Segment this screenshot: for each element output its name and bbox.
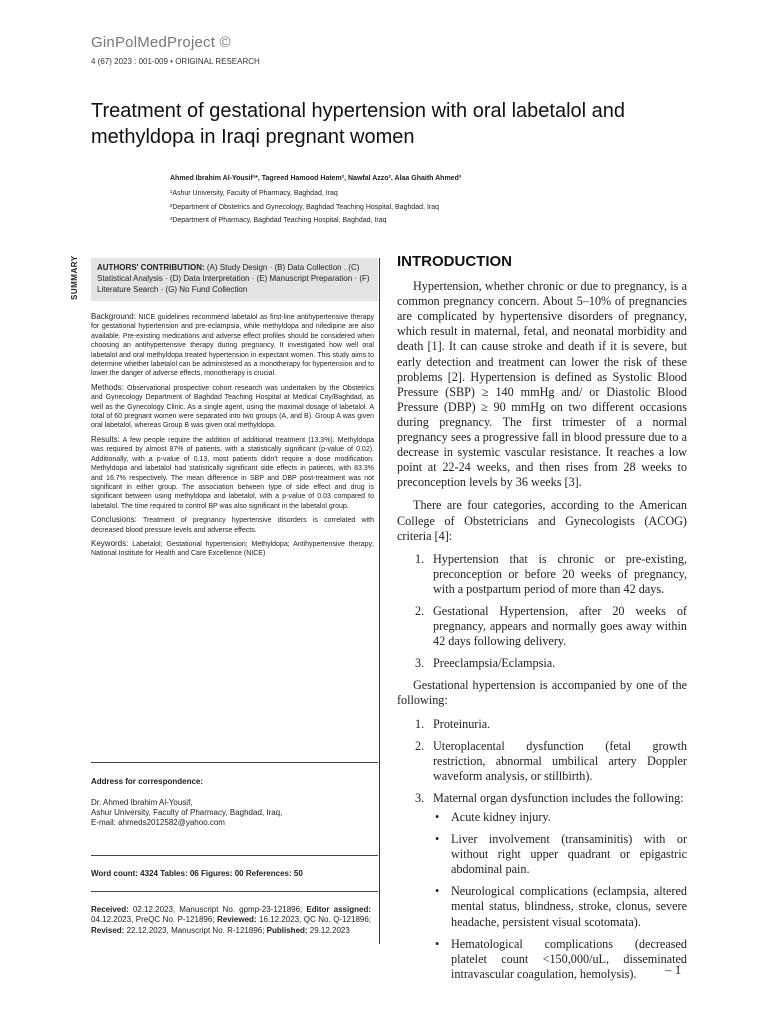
bullet-icon: • xyxy=(435,884,440,899)
list-item: 3. Preeclampsia/Eclampsia. xyxy=(415,656,556,671)
article-title: Treatment of gestational hypertension with oral labetalol and methyldopa in Iraqi pregnant women xyxy=(91,100,626,148)
background-label: Background: xyxy=(91,312,136,321)
organ-dysfunction-list xyxy=(433,810,687,982)
date-label: Revised: xyxy=(91,925,125,935)
divider xyxy=(91,891,378,892)
abstract xyxy=(91,312,374,563)
column-divider xyxy=(379,258,380,944)
correspondence-title: Address for correspondence: xyxy=(91,777,204,786)
paragraph: Hypertension, whether chronic or due to pregnancy, is a common pregnancy concern. About 5–10% of pregnancies are complicated by hypertensive disorders of pregnancy, which result in maternal, fetal, and neonatal morbidity and death [1]. It can cause stroke and death if it is severe, but early detection and treatment can lower the risk of these problems [2]. Hypertension is defined as Systolic Blood Pressure (SBP) ≥ 140 mmHg and/ or Diastolic Blood Pressure (DBP) ≥ 90 mmHg on two different occasions during pregnancy. The first trimester of a normal pregnancy sees a progressive fall in blood pressure due to a decrease in systemic vascular resistance. It reaches a low point at 22-24 weeks, and then rises from 28 weeks to preconception levels by 36 weeks [3]. xyxy=(397,279,687,490)
date-label: Published: xyxy=(266,925,308,935)
introduction-section xyxy=(397,254,687,989)
background-text: NICE guidelines recommend labetalol as first-line antihypertensive therapy for gestational hypertension and pre-eclampsia, while methyldopa and nifedipine are also available. Pre-existing medications and adverse effect profiles should be considered when choosing an antihypertensive therapy during pregnancy. It investigated how well oral labetalol and oral methyldopa treated hypertension in expectant women. This study aims to determine whether labetalol can be administered as a monotherapy for hypertension and to lower the danger of adverse effects, monotherapy is crucial. xyxy=(91,314,374,378)
date-text: 29.12.2023 xyxy=(307,925,350,935)
date-label: Editor assigned: xyxy=(306,905,371,914)
abstract-methods xyxy=(91,383,374,431)
bullet-icon: • xyxy=(435,810,440,824)
list-item: 1. Hypertension that is chronic or pre-existing, preconception or before 20 weeks of pregnancy, with a postpartum period of more than 42 days. xyxy=(415,551,687,596)
date-text: 16.12.2023, QC No. Q-121896; xyxy=(256,915,372,925)
abstract-conclusions xyxy=(91,515,374,535)
divider xyxy=(91,762,378,763)
abstract-background xyxy=(91,312,374,379)
date-text: 22.12.2023, Manuscript No. R-121896; xyxy=(124,925,267,935)
correspondence-line: Dr. Ahmed Ibrahim Al-Yousif, xyxy=(91,798,193,807)
list-item: 1. Proteinuria. xyxy=(415,716,491,731)
conclusions-label: Conclusions: xyxy=(91,515,137,525)
section-heading: INTRODUCTION xyxy=(397,253,512,270)
divider xyxy=(91,855,378,856)
correspondence-address xyxy=(91,798,282,828)
list-item: 3. Maternal organ dysfunction includes the following: • Acute kidney injury. • Liver involvement (transaminitis) with or without right upper quadrant or epigastric abdominal pain. • Neurological complications (eclampsia, altered mental status, blindness, stroke, clonus, severe headache, persistent visual scotomata). • Hematological complications (decreased platelet count <150,000/uL, disseminated intravascular coagulation, hemolysis). xyxy=(415,790,687,981)
results-label: Results: xyxy=(91,434,120,444)
keywords-label: Keywords: xyxy=(91,538,129,548)
affiliation: ³Department of Pharmacy, Baghdad Teaching Hospital, Baghdad, Iraq xyxy=(170,217,387,224)
conclusions-text: Treatment of pregnancy hypertensive disorders is correlated with decreased blood pressure levels and adverse effects. xyxy=(91,517,374,534)
affiliation: ¹Ashur University, Faculty of Pharmacy, Baghdad, Iraq xyxy=(170,190,338,197)
author-list: Ahmed Ibrahim Al-Yousif¹*, Tagreed Hamood Hatem², Nawfal Azzo², Alaa Ghaith Ahmed³ xyxy=(170,175,462,182)
bullet-item: • Liver involvement (transaminitis) with or without right upper quadrant or epigastric abdominal pain. xyxy=(435,832,687,877)
word-count: Word count: 4324 Tables: 06 Figures: 00 References: 50 xyxy=(91,869,303,878)
journal-name: GinPolMedProject © xyxy=(91,34,231,51)
article-dates xyxy=(91,905,371,936)
contribution-text: (A) Study Design · (B) Data Collection . (C) Statistical Analysis · (D) Data Interpretation · (E) Manuscript Preparation · (F) Literature Search · (G) No Fund Collection xyxy=(97,263,370,294)
issue-meta: 4 (67) 2023 : 001-009 • ORIGINAL RESEARCH xyxy=(91,57,260,66)
authors-contribution-box xyxy=(91,258,378,301)
paragraph: There are four categories, according to the American College of Obstetricians and Gynecologists (ACOG) criteria [4]: xyxy=(397,498,687,543)
methods-text: Observational prospective cohort research was undertaken by the Obstetrics and Gynecology Department of Baghdad Teaching Hospital at Medical City/Baghdad, as well as the Gynecology Clinic. As a single agent, using the maximal dosage of labetalol. A total of 60 pregnant women were separated into two groups (A, and B). Group A was given oral labetalol, whereas Group B was given oral methyldopa. xyxy=(91,384,374,430)
date-text: 02.12.2023, Manuscript No. gpmp-23-121896; xyxy=(128,905,307,914)
paragraph: Gestational hypertension is accompanied by one of the following: xyxy=(397,678,687,708)
bullet-item: • Hematological complications (decreased platelet count <150,000/uL, disseminated intravascular coagulation, hemolysis). xyxy=(435,936,687,981)
abstract-results xyxy=(91,435,374,511)
bullet-icon: • xyxy=(435,936,440,951)
summary-label: SUMMARY xyxy=(70,255,79,300)
bullet-item: • Neurological complications (eclampsia, altered mental status, blindness, stroke, clonus, severe headache, persistent visual scotomata). xyxy=(435,884,687,929)
bullet-item: • Acute kidney injury. xyxy=(435,810,551,824)
list-item: 2. Uteroplacental dysfunction (fetal growth restriction, abnormal umbilical artery Doppler waveform analysis, or stillbirth). xyxy=(415,738,687,783)
acog-category-list xyxy=(397,552,687,672)
bullet-icon: • xyxy=(435,832,440,847)
date-label: Received: xyxy=(91,905,129,914)
methods-label: Methods: xyxy=(91,382,124,392)
correspondence-line: Ashur University, Faculty of Pharmacy, Baghdad, Iraq, xyxy=(91,808,283,817)
affiliation: ²Department of Obstetrics and Gynecology, Baghdad Teaching Hospital, Baghdad, Iraq xyxy=(170,204,440,211)
page-number: – 1 xyxy=(665,962,682,977)
correspondence-email: E-mail: ahmeds2012582@yahoo.com xyxy=(91,818,225,827)
criteria-list xyxy=(397,717,687,982)
abstract-keywords xyxy=(91,539,374,559)
list-item: 2. Gestational Hypertension, after 20 weeks of pregnancy, appears and normally goes away within 42 days following delivery. xyxy=(415,603,687,649)
keywords-text: Labetalol; Gestational hypertension; Methyldopa; Antihypertensive therapy; National Institute for Health and Care Excellence (NICE) xyxy=(91,540,374,558)
results-text: A few people require the addition of additional treatment (13.3%). Methyldopa was required by almost 87% of patients, with a statistically significant (p-value of 0.02). Additionally, with a p-value of 0.13, most patients didn't require a dose modification. Methyldopa and labetalol had statistically significant side effects in patients, with 83.3% and 16.7% respectively. The mean difference in SBP and DBP post-treatment was not significant in either group. The association between type of side effect and drug is significant between using methyldopa and labetalol, with a p-value of 0.03 compared to labetalol. The time required to control BP was also significant in the labetalol group. xyxy=(91,436,374,510)
date-text: 04.12.2023, PreQC No. P-121896; xyxy=(91,915,217,925)
contribution-label: AUTHORS' CONTRIBUTION: xyxy=(97,263,205,272)
date-label: Reviewed: xyxy=(217,915,257,925)
